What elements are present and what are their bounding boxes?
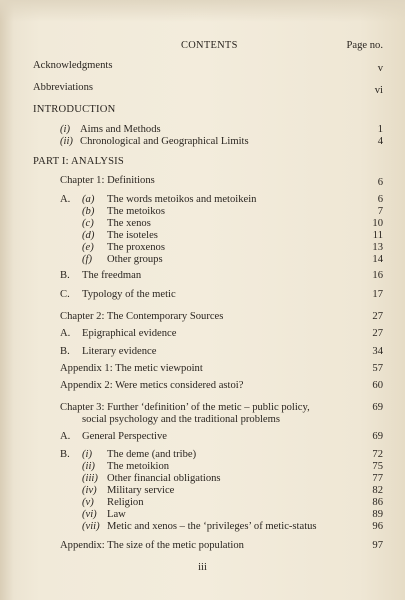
toc-page: 4 [377,136,383,147]
toc-entry: Military service [107,485,175,496]
toc-page: 89 [372,509,383,520]
toc-label: (f) [82,254,92,265]
toc-prefix: A. [60,328,71,339]
toc-page: 16 [372,270,383,281]
toc-page: 10 [372,218,383,229]
section-heading: INTRODUCTION [33,104,116,115]
toc-prefix: A. [60,194,71,205]
toc-page: 77 [372,473,383,484]
toc-entry: Typology of the metic [82,289,176,300]
toc-prefix: B. [60,346,70,357]
toc-entry: Appendix 1: The metic viewpoint [60,363,203,374]
toc-page: 34 [372,346,383,357]
toc-page: 17 [372,289,383,300]
toc-label: (e) [82,242,94,253]
toc-entry: Metic and xenos – the ‘privileges’ of metic-status [107,521,317,532]
toc-label: (i) [82,449,92,460]
page-column-heading: Page no. [346,40,383,51]
toc-label: (b) [82,206,95,217]
toc-entry: Appendix: The size of the metic population [60,540,244,551]
chapter-heading-continued: social psychology and the traditional problems [82,414,281,425]
chapter-heading: Chapter 1: Definitions [60,175,155,186]
toc-page: 75 [372,461,383,472]
page-folio: iii [198,562,207,573]
toc-page: 7 [377,206,383,217]
toc-label: (a) [82,194,95,205]
toc-entry: The deme (and tribe) [107,449,197,460]
toc-page: 11 [372,230,383,241]
toc-label: (d) [82,230,95,241]
toc-label: (ii) [60,136,73,147]
toc-label: (ii) [82,461,95,472]
toc-page: 6 [377,177,383,188]
toc-page: v [377,63,383,74]
toc-entry: Other groups [107,254,163,265]
toc-page: 27 [372,328,383,339]
toc-entry: Abbreviations [33,82,94,93]
toc-label: (i) [60,124,70,135]
toc-label: (c) [82,218,94,229]
toc-page: 69 [372,402,383,413]
toc-prefix: B. [60,449,70,460]
toc-entry: Literary evidence [82,346,157,357]
toc-label: (iii) [82,473,98,484]
toc-page: 97 [372,540,383,551]
toc-entry: The proxenos [107,242,165,253]
page-shadow [0,0,405,22]
toc-entry: Epigraphical evidence [82,328,177,339]
toc-entry: The words metoikos and metoikein [107,194,257,205]
toc-label: (vii) [82,521,100,532]
toc-prefix: A. [60,431,71,442]
section-heading: PART I: ANALYSIS [33,156,124,167]
toc-page: 14 [372,254,383,265]
toc-entry: The isoteles [107,230,158,241]
toc-page: 82 [372,485,383,496]
toc-page: 27 [372,311,383,322]
toc-entry: Aims and Methods [80,124,161,135]
toc-entry: The metoikos [107,206,165,217]
chapter-heading: Chapter 3: Further ‘definition’ of the metic – public policy, [60,402,310,413]
toc-label: (v) [82,497,94,508]
chapter-heading: Chapter 2: The Contemporary Sources [60,311,224,322]
toc-prefix: C. [60,289,70,300]
toc-entry: Other financial obligations [107,473,221,484]
toc-page: 72 [372,449,383,460]
toc-entry: General Perspective [82,431,168,442]
toc-label: (vi) [82,509,97,520]
toc-page: 13 [372,242,383,253]
toc-prefix: B. [60,270,70,281]
toc-entry: The metoikion [107,461,170,472]
toc-entry: Appendix 2: Were metics considered astoi? [60,380,244,391]
toc-page: 1 [377,124,383,135]
toc-page: vi [374,85,383,96]
toc-entry: Religion [107,497,144,508]
contents-title: CONTENTS [181,40,238,51]
toc-page: 57 [372,363,383,374]
toc-entry: The xenos [107,218,151,229]
toc-page: 86 [372,497,383,508]
toc-page: 96 [372,521,383,532]
toc-entry: Chronological and Geographical Limits [80,136,249,147]
toc-page: 60 [372,380,383,391]
toc-page: 6 [377,194,383,205]
toc-page: 69 [372,431,383,442]
toc-entry: The freedman [82,270,142,281]
toc-label: (iv) [82,485,97,496]
toc-entry: Law [107,509,126,520]
toc-entry: Acknowledgments [33,60,113,71]
